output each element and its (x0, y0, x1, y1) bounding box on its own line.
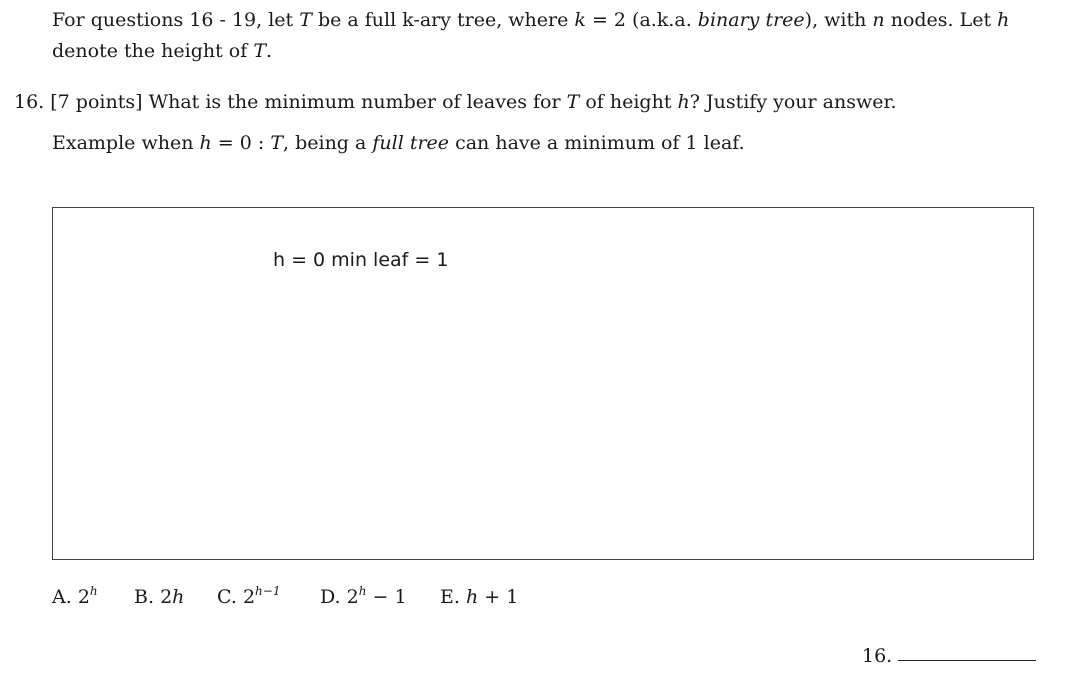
var-T: T (270, 132, 283, 154)
intro-line-1 (52, 8, 1009, 32)
var-h: h (997, 9, 1010, 31)
choice-e (440, 585, 518, 609)
choice-base: 2 (160, 586, 173, 608)
example-cond: = 0 : (211, 132, 271, 154)
choice-rest: − 1 (366, 586, 407, 608)
answer-text[interactable]: h = 0 min leaf = 1 (273, 249, 449, 271)
choice-a (52, 585, 98, 609)
choice-d (320, 585, 407, 609)
choice-letter: C. (217, 586, 237, 608)
answer-blank-line[interactable] (898, 660, 1036, 661)
question-text-a: What is the minimum number of leaves for (142, 91, 567, 113)
choice-exponent: h (89, 583, 98, 598)
var-h: h (199, 132, 212, 154)
binary-tree-term: binary tree (697, 9, 805, 31)
choice-base: 2 (77, 586, 90, 608)
var-T: T (299, 9, 312, 31)
choice-letter: D. (320, 586, 341, 608)
question-16 (14, 90, 897, 114)
question-text-c: ? Justify your answer. (689, 91, 897, 113)
example-prefix: Example when (52, 132, 200, 154)
var-k: k (574, 9, 586, 31)
full-tree-term: full tree (372, 132, 450, 154)
choice-var: h (465, 586, 479, 608)
question-points: [7 points] (50, 91, 143, 113)
choice-exponent: h−1 (255, 583, 281, 598)
choice-letter: E. (440, 586, 460, 608)
choice-base: 2 (242, 586, 256, 608)
intro-line2-text: denote the height of (52, 40, 254, 62)
choice-exponent: h (358, 583, 367, 598)
var-h: h (677, 91, 690, 113)
choice-rest: + 1 (478, 586, 519, 608)
example-line (52, 131, 745, 155)
example-suffix: can have a minimum of 1 leaf. (449, 132, 745, 154)
question-number: 16. (14, 91, 45, 113)
example-mid: , being a (283, 132, 373, 154)
intro-equals: = 2 (a.k.a. (585, 9, 698, 31)
choice-c (217, 585, 280, 609)
intro-prefix: For questions 16 - 19, let (52, 9, 300, 31)
intro-line2-end: . (266, 40, 273, 62)
choice-letter: A. (52, 586, 72, 608)
intro-suffix: ), with (804, 9, 873, 31)
var-T: T (253, 40, 266, 62)
answer-box[interactable] (52, 207, 1034, 560)
choice-var: h (172, 586, 185, 608)
var-T: T (566, 91, 580, 113)
choice-letter: B. (134, 586, 155, 608)
answer-label: 16. (862, 645, 893, 667)
question-text-b: of height (579, 91, 678, 113)
intro-middle: be a full k-ary tree, where (311, 9, 575, 31)
choice-base: 2 (346, 586, 359, 608)
choice-b (134, 585, 184, 609)
intro-line-2 (52, 39, 272, 63)
intro-nodes-let: nodes. Let (884, 9, 998, 31)
var-n: n (872, 9, 885, 31)
